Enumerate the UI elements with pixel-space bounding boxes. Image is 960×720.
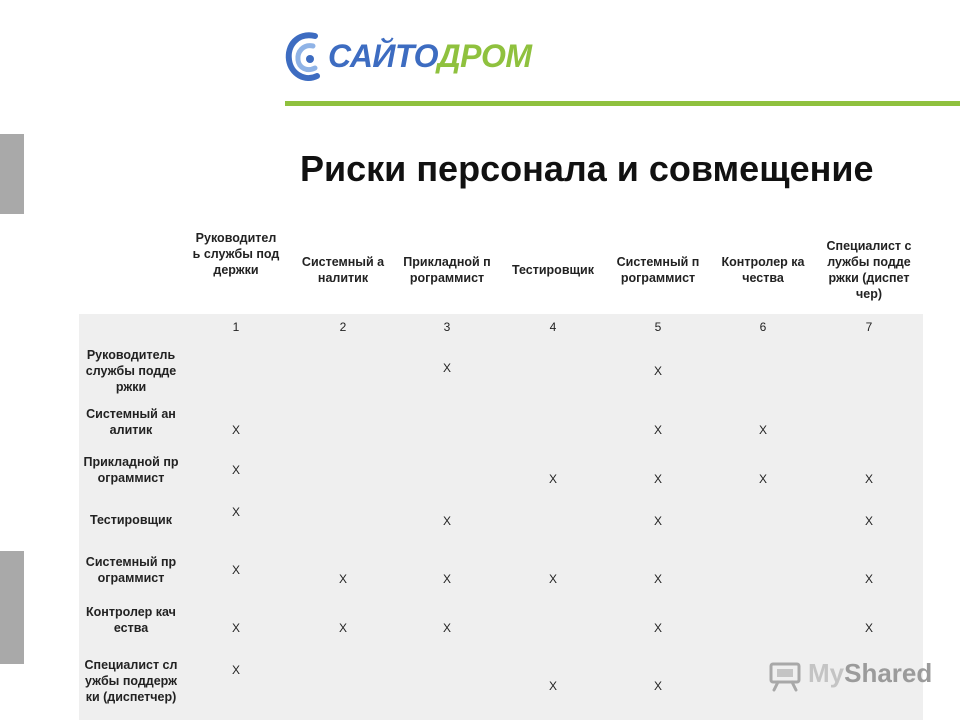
column-header-5: Системный программист xyxy=(616,255,700,285)
matrix-cell-r5-c4: X xyxy=(548,572,558,586)
column-header-6: Контролер качества xyxy=(721,255,805,285)
matrix-cell-r2-c6: X xyxy=(758,423,768,437)
side-accent-bar-bottom xyxy=(0,551,24,664)
logo-swirl-icon xyxy=(285,30,325,84)
column-number-7: 7 xyxy=(865,320,873,334)
matrix-cell-r7-c1: X xyxy=(231,663,241,677)
column-header-7: Специалист службы поддержки (диспетчер) xyxy=(826,239,912,301)
matrix-cell-r3-c4: X xyxy=(548,472,558,486)
matrix-cell-r5-c7: X xyxy=(864,572,874,586)
matrix-cell-r6-c3: X xyxy=(442,621,452,635)
matrix-cell-r6-c1: X xyxy=(231,621,241,635)
row-label-5: Системный программист xyxy=(85,555,177,585)
matrix-cell-r2-c1: X xyxy=(231,423,241,437)
myshared-watermark xyxy=(768,656,933,696)
logo-text-part2: ДРОМ xyxy=(437,38,532,74)
matrix-cell-r7-c4: X xyxy=(548,679,558,693)
watermark-text-a: My xyxy=(808,658,845,688)
column-number-2: 2 xyxy=(339,320,347,334)
slide-title: Риски персонала и совмещение xyxy=(300,148,874,189)
matrix-cell-r5-c5: X xyxy=(653,572,663,586)
column-header-3: Прикладной программист xyxy=(403,255,491,285)
matrix-cell-r3-c7: X xyxy=(864,472,874,486)
watermark-text-b: Shared xyxy=(844,658,933,688)
column-number-1: 1 xyxy=(232,320,240,334)
watermark-text xyxy=(808,658,932,689)
matrix-cell-r6-c2: X xyxy=(338,621,348,635)
matrix-cell-r3-c6: X xyxy=(758,472,768,486)
matrix-cell-r1-c5: X xyxy=(653,364,663,378)
matrix-cell-r6-c7: X xyxy=(864,621,874,635)
matrix-cell-r6-c5: X xyxy=(653,621,663,635)
matrix-cell-r5-c2: X xyxy=(338,572,348,586)
column-number-4: 4 xyxy=(549,320,557,334)
matrix-cell-r5-c1: X xyxy=(231,563,241,577)
matrix-cell-r4-c7: X xyxy=(864,514,874,528)
column-number-6: 6 xyxy=(759,320,767,334)
matrix-cell-r2-c5: X xyxy=(653,423,663,437)
matrix-cell-r1-c3: X xyxy=(442,361,452,375)
matrix-cell-r4-c1: X xyxy=(231,505,241,519)
row-label-3: Прикладной программист xyxy=(83,455,179,485)
column-number-5: 5 xyxy=(654,320,662,334)
matrix-cell-r5-c3: X xyxy=(442,572,452,586)
matrix-cell-r7-c5: X xyxy=(653,679,663,693)
row-label-2: Системный аналитик xyxy=(86,407,176,437)
myshared-logo-icon xyxy=(768,658,804,692)
row-label-6: Контролер качества xyxy=(86,605,176,635)
matrix-cell-r4-c3: X xyxy=(442,514,452,528)
column-header-2: Системный аналитик xyxy=(301,255,385,285)
column-header-4: Тестировщик xyxy=(511,263,594,277)
matrix-cell-r4-c5: X xyxy=(653,514,663,528)
site-logo[interactable] xyxy=(285,30,545,84)
side-accent-bar-top xyxy=(0,134,24,214)
matrix-cell-r3-c5: X xyxy=(653,472,663,486)
column-number-3: 3 xyxy=(443,320,451,334)
column-header-1: Руководитель службы поддержки xyxy=(192,231,280,277)
row-label-1: Руководитель службы поддержки xyxy=(85,348,177,394)
logo-text-part1: САЙТО xyxy=(328,38,438,74)
matrix-cell-r3-c1: X xyxy=(231,463,241,477)
row-label-4: Тестировщик xyxy=(89,513,172,527)
header-divider xyxy=(285,101,960,106)
logo-text xyxy=(328,38,532,75)
row-label-7: Специалист службы поддержки (диспетчер) xyxy=(84,658,178,704)
